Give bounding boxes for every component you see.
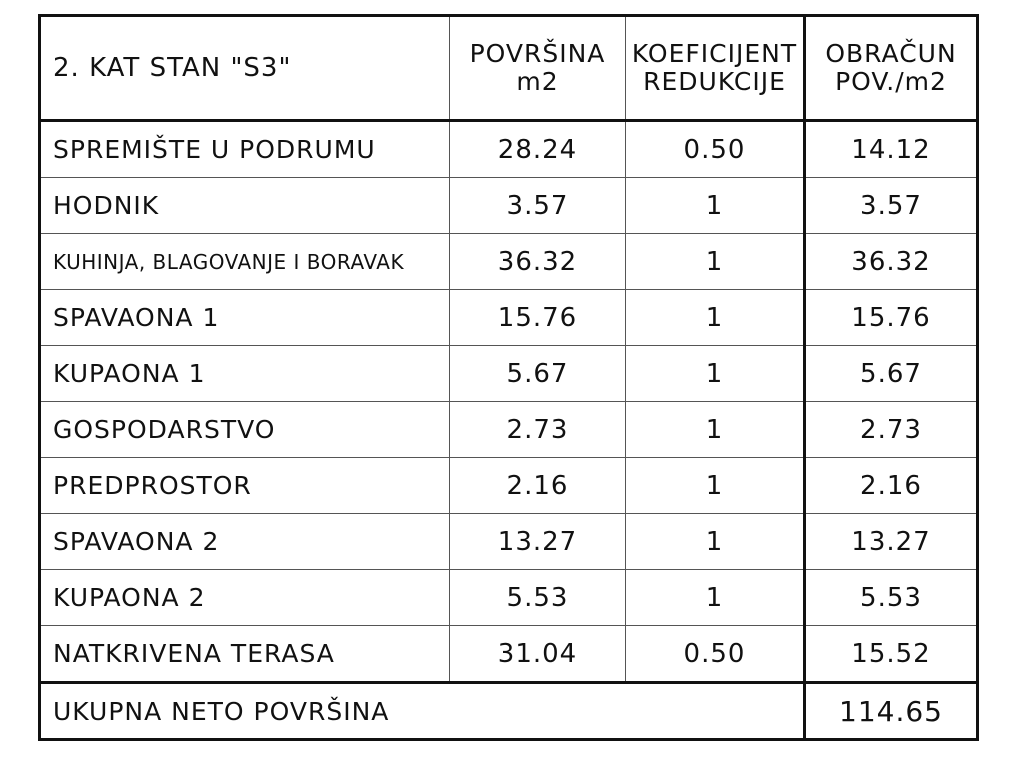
room-area: 3.57 [450,178,626,234]
area-calculation-sheet [38,14,976,738]
calculation-column-header [805,16,978,121]
calc-header-line2: POV./m2 [835,67,947,96]
room-calculated-area: 2.16 [805,458,978,514]
room-name: HODNIK [40,178,450,234]
room-coefficient: 1 [626,290,805,346]
room-calculated-area: 36.32 [805,234,978,290]
room-area: 2.73 [450,402,626,458]
room-calculated-area: 2.73 [805,402,978,458]
room-name: SPAVAONA 2 [40,514,450,570]
room-area: 2.16 [450,458,626,514]
room-coefficient: 1 [626,346,805,402]
room-calculated-area: 5.67 [805,346,978,402]
room-name: NATKRIVENA TERASA [40,626,450,683]
total-row [40,683,978,740]
room-name: GOSPODARSTVO [40,402,450,458]
room-coefficient: 1 [626,514,805,570]
table-header-row [40,16,978,121]
table-row [40,458,978,514]
room-coefficient: 0.50 [626,626,805,683]
table-row [40,514,978,570]
table-row [40,290,978,346]
room-calculated-area: 15.76 [805,290,978,346]
apartment-title: 2. KAT STAN "S3" [40,16,450,121]
room-calculated-area: 13.27 [805,514,978,570]
area-table [38,14,979,741]
coefficient-column-header [626,16,805,121]
room-name: PREDPROSTOR [40,458,450,514]
room-coefficient: 1 [626,402,805,458]
calc-header-line1: OBRAČUN [825,39,957,68]
table-row [40,346,978,402]
total-label: UKUPNA NETO POVRŠINA [40,683,805,740]
room-name: KUPAONA 2 [40,570,450,626]
room-area: 28.24 [450,121,626,178]
room-coefficient: 1 [626,570,805,626]
table-row [40,234,978,290]
room-name: SPAVAONA 1 [40,290,450,346]
total-value: 114.65 [805,683,978,740]
coef-header-line2: REDUKCIJE [643,67,786,96]
room-calculated-area: 5.53 [805,570,978,626]
room-area: 5.53 [450,570,626,626]
room-area: 13.27 [450,514,626,570]
table-row [40,121,978,178]
table-row [40,178,978,234]
area-header-line1: POVRŠINA [469,39,606,68]
room-name: KUPAONA 1 [40,346,450,402]
coef-header-line1: KOEFICIJENT [631,39,798,68]
table-row [40,626,978,683]
table-row [40,402,978,458]
room-area: 36.32 [450,234,626,290]
room-name: KUHINJA, BLAGOVANJE I BORAVAK [40,234,450,290]
room-calculated-area: 15.52 [805,626,978,683]
room-coefficient: 1 [626,458,805,514]
room-calculated-area: 3.57 [805,178,978,234]
room-name: SPREMIŠTE U PODRUMU [40,121,450,178]
room-area: 15.76 [450,290,626,346]
room-coefficient: 1 [626,234,805,290]
table-row [40,570,978,626]
area-header-line2: m2 [516,67,559,96]
room-coefficient: 0.50 [626,121,805,178]
room-coefficient: 1 [626,178,805,234]
area-column-header [450,16,626,121]
room-area: 31.04 [450,626,626,683]
room-area: 5.67 [450,346,626,402]
room-calculated-area: 14.12 [805,121,978,178]
